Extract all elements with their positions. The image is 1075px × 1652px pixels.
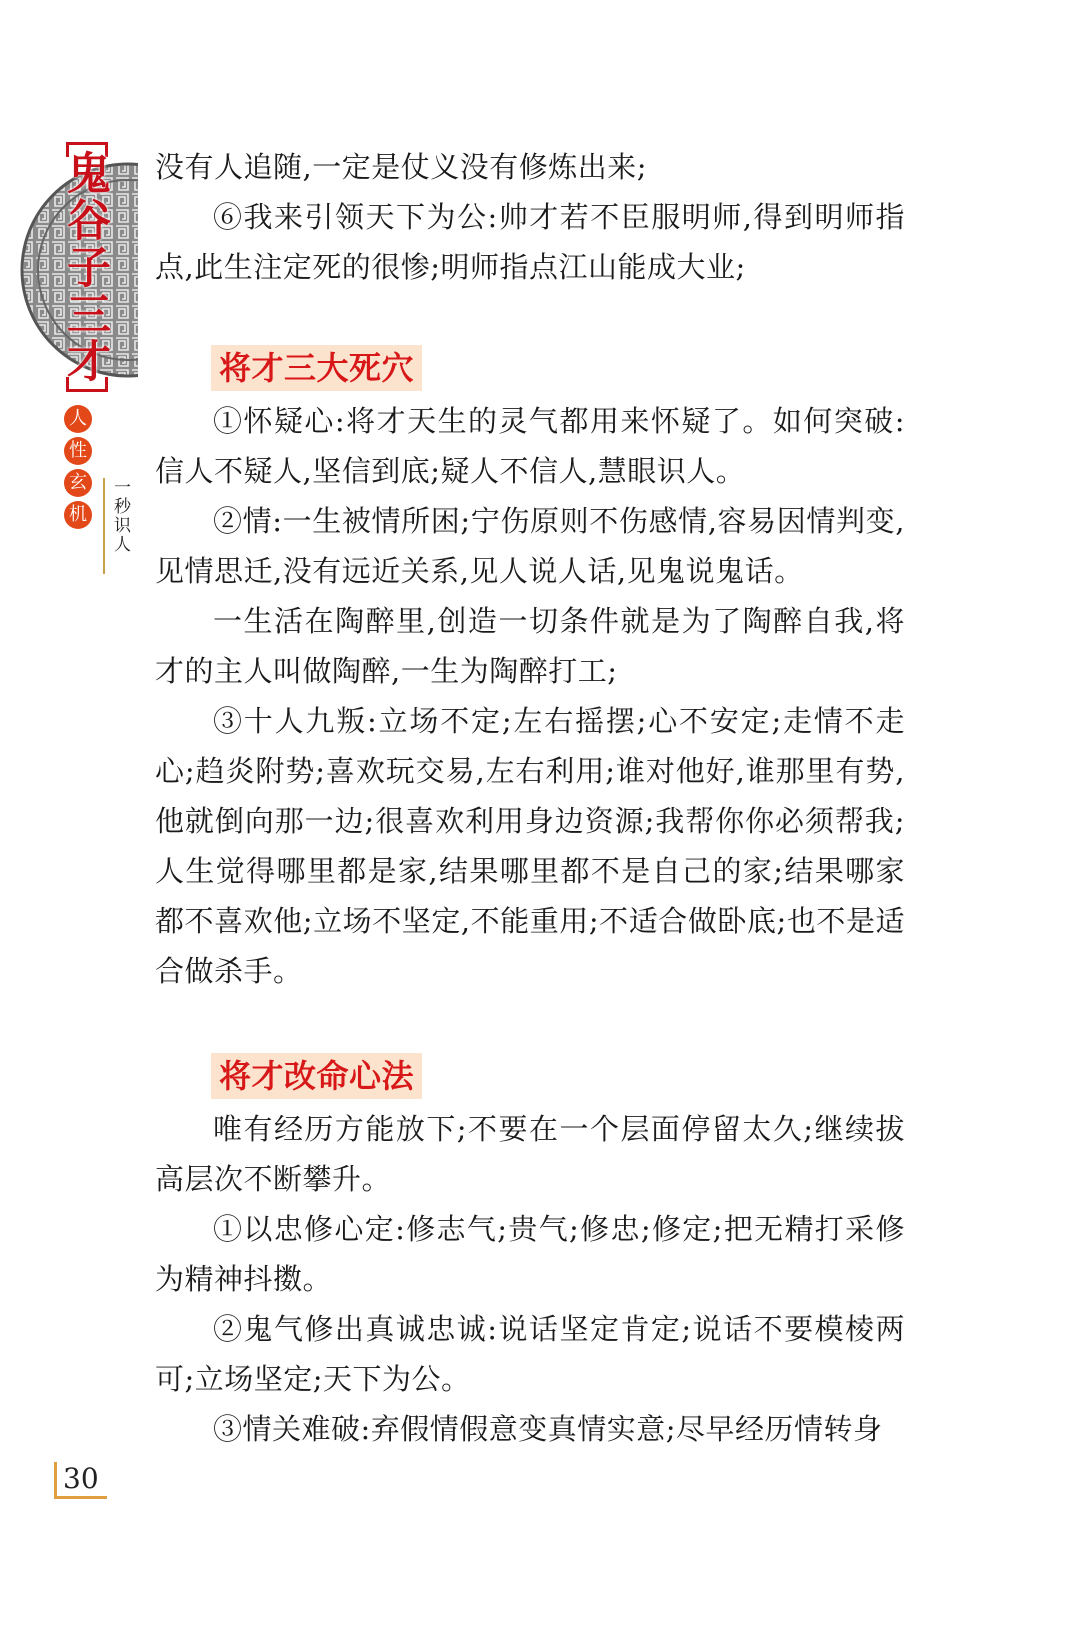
subtitle-divider [103, 478, 105, 574]
paragraph: ③情关难破:弃假情假意变真情实意;尽早经历情转身 [213, 1412, 883, 1446]
tag-badge: 玄 [64, 469, 92, 497]
section-heading: 将才三大死穴 [211, 345, 422, 391]
paragraph: ③十人九叛:立场不定;左右摇摆;心不安定;走情不走心;趋炎附势;喜欢玩交易,左右利用;谁对他好,谁那里有势,他就倒向那一边;很喜欢利用身边资源;我帮你你必须帮我;人生觉得哪里都是家,结果哪里都不是自己的家;结果哪家都不喜欢他;立场不坚定,不能重用;不适合做卧底;也不是适合做杀手。 [155, 704, 905, 988]
paragraph: ②情:一生被情所困;宁伤原则不伤感情,容易因情判变,见情思迁,没有远近关系,见人说人话,见鬼说鬼话。 [155, 504, 905, 588]
paragraph: 唯有经历方能放下;不要在一个层面停留太久;继续拔高层次不断攀升。 [155, 1112, 905, 1196]
tag-badge: 机 [64, 501, 92, 529]
page-number: 30 [54, 1462, 107, 1499]
book-title [58, 142, 110, 392]
paragraph: 一生活在陶醉里,创造一切条件就是为了陶醉自我,将才的主人叫做陶醉,一生为陶醉打工; [155, 604, 905, 688]
paragraph: ②鬼气修出真诚忠诚:说话坚定肯定;说话不要模棱两可;立场坚定;天下为公。 [155, 1312, 905, 1396]
paragraph: ①怀疑心:将才天生的灵气都用来怀疑了。如何突破:信人不疑人,坚信到底;疑人不信人,慧眼识人。 [155, 404, 905, 488]
page-content [155, 142, 905, 1454]
title-bracket-bottom [66, 377, 108, 392]
tag-badges [64, 405, 94, 533]
tag-badge: 人 [64, 405, 92, 433]
section-heading-wrap [155, 344, 905, 394]
paragraph: 没有人追随,一定是仗义没有修炼出来; [155, 150, 647, 184]
book-subtitle: 一秒识人 [110, 478, 130, 554]
section-heading-wrap [155, 1052, 905, 1102]
section-heading: 将才改命心法 [211, 1053, 422, 1099]
paragraph: ⑥我来引领天下为公:帅才若不臣服明师,得到明师指点,此生注定死的很惨;明师指点江山能成大业; [155, 200, 905, 284]
book-title-text: 鬼谷子三才 [59, 150, 110, 385]
tag-badge: 性 [64, 437, 92, 465]
paragraph: ①以忠修心定:修志气;贵气;修忠;修定;把无精打采修为精神抖擞。 [155, 1212, 905, 1296]
